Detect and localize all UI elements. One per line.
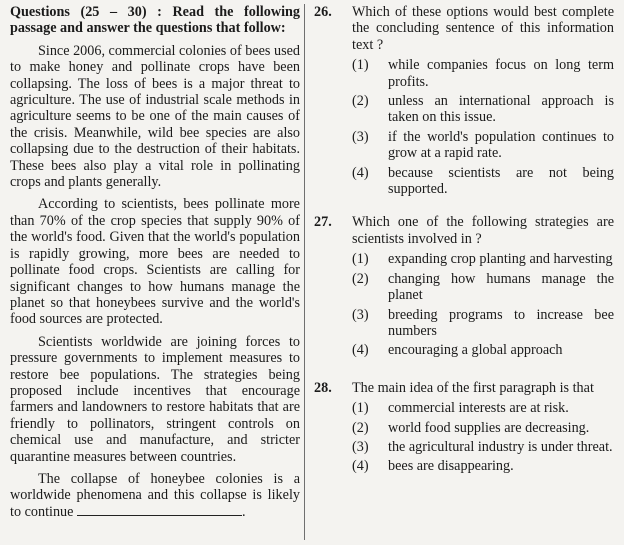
question-body [352, 214, 614, 361]
option-text: bees are disappearing. [388, 458, 514, 475]
option-number: (2) [352, 419, 369, 436]
option-2[interactable] [352, 420, 614, 436]
option-number: (3) [352, 128, 369, 145]
question-number: 27. [314, 214, 332, 231]
option-number: (3) [352, 438, 369, 455]
option-4[interactable] [352, 165, 614, 198]
option-text: if the world's population continues to grow at a rapid rate. [388, 128, 614, 162]
option-number: (4) [352, 342, 369, 359]
question-26 [314, 4, 614, 200]
column-divider [304, 4, 305, 540]
question-body [352, 380, 614, 478]
option-text: changing how humans manage the planet [388, 270, 614, 304]
question-number: 26. [314, 4, 332, 20]
option-text: encouraging a global approach [388, 342, 563, 359]
option-text: breeding programs to increase bee numbers [388, 306, 614, 339]
fill-in-blank [77, 504, 242, 516]
question-body [352, 4, 614, 200]
option-1[interactable] [352, 400, 614, 416]
option-4[interactable] [352, 458, 614, 474]
option-3[interactable] [352, 129, 614, 162]
option-2[interactable] [352, 93, 614, 126]
option-text: world food supplies are decreasing. [388, 419, 590, 436]
option-number: (4) [352, 164, 369, 181]
option-text: unless an international approach is taken on this issue. [388, 93, 614, 126]
question-stem: The main idea of the first paragraph is that [352, 379, 594, 396]
option-number: (3) [352, 306, 369, 323]
option-text: while companies focus on long term profits. [388, 57, 614, 90]
option-1[interactable] [352, 251, 614, 267]
option-text: the agricultural industry is under threat. [388, 438, 613, 455]
questions-column [314, 4, 614, 488]
question-stem: Which one of the following strategies are scientists involved in ? [352, 214, 614, 247]
option-3[interactable] [352, 439, 614, 455]
passage-paragraph-4 [10, 471, 300, 520]
option-number: (1) [352, 400, 369, 417]
option-1[interactable] [352, 57, 614, 90]
passage-last-end: . [241, 503, 246, 520]
option-4[interactable] [352, 342, 614, 358]
question-stem: Which of these options would best complete the concluding sentence of this information text ? [352, 4, 614, 53]
passage-column [10, 4, 300, 526]
question-27 [314, 214, 614, 361]
passage-last-text: The collapse of honeybee colonies is a worldwide phenomena and this collapse is likely to continue [10, 470, 300, 520]
option-text: because scientists are not being supported. [388, 164, 614, 198]
option-number: (1) [352, 251, 369, 268]
option-number: (2) [352, 270, 369, 287]
option-number: (1) [352, 57, 369, 74]
option-text: commercial interests are at risk. [388, 400, 569, 417]
passage-paragraph-1: Since 2006, commercial colonies of bees used to make honey and pollinate crops have been collapsing. The loss of bees is a major threat to agriculture. The use of industrial scale methods in agriculture seems to be one of the main causes of the crisis. Meanwhile, wild bee species are also collapsing due to the destruction of their habitats. These bees also play a vital role in pollinating crops and plants generally. [10, 42, 300, 191]
question-28 [314, 380, 614, 478]
option-3[interactable] [352, 307, 614, 340]
option-number: (4) [352, 458, 369, 475]
option-2[interactable] [352, 271, 614, 304]
passage-heading: Questions (25 – 30) : Read the following passage and answer the questions that follow: [10, 4, 300, 37]
option-number: (2) [352, 93, 369, 110]
option-text: expanding crop planting and harvesting [388, 251, 613, 268]
question-number: 28. [314, 379, 332, 396]
passage-paragraph-3: Scientists worldwide are joining forces to pressure governments to implement measures to restore bee populations. The strategies being proposed include incentives that encourage farmers and landowners to restore habitats that are friendly to pollinators, stringent controls on chemical use and manufacture, and stricter quarantine measures between countries. [10, 333, 300, 465]
passage-paragraph-2: According to scientists, bees pollinate more than 70% of the crop species that supply 90% of the world's food. Given that the world's population is rapidly growing, more bees are needed to pollinate food crops. Scientists are calling for significant changes to how humans manage the planet so that honeybees survive and the world's food sources are protected. [10, 196, 300, 328]
